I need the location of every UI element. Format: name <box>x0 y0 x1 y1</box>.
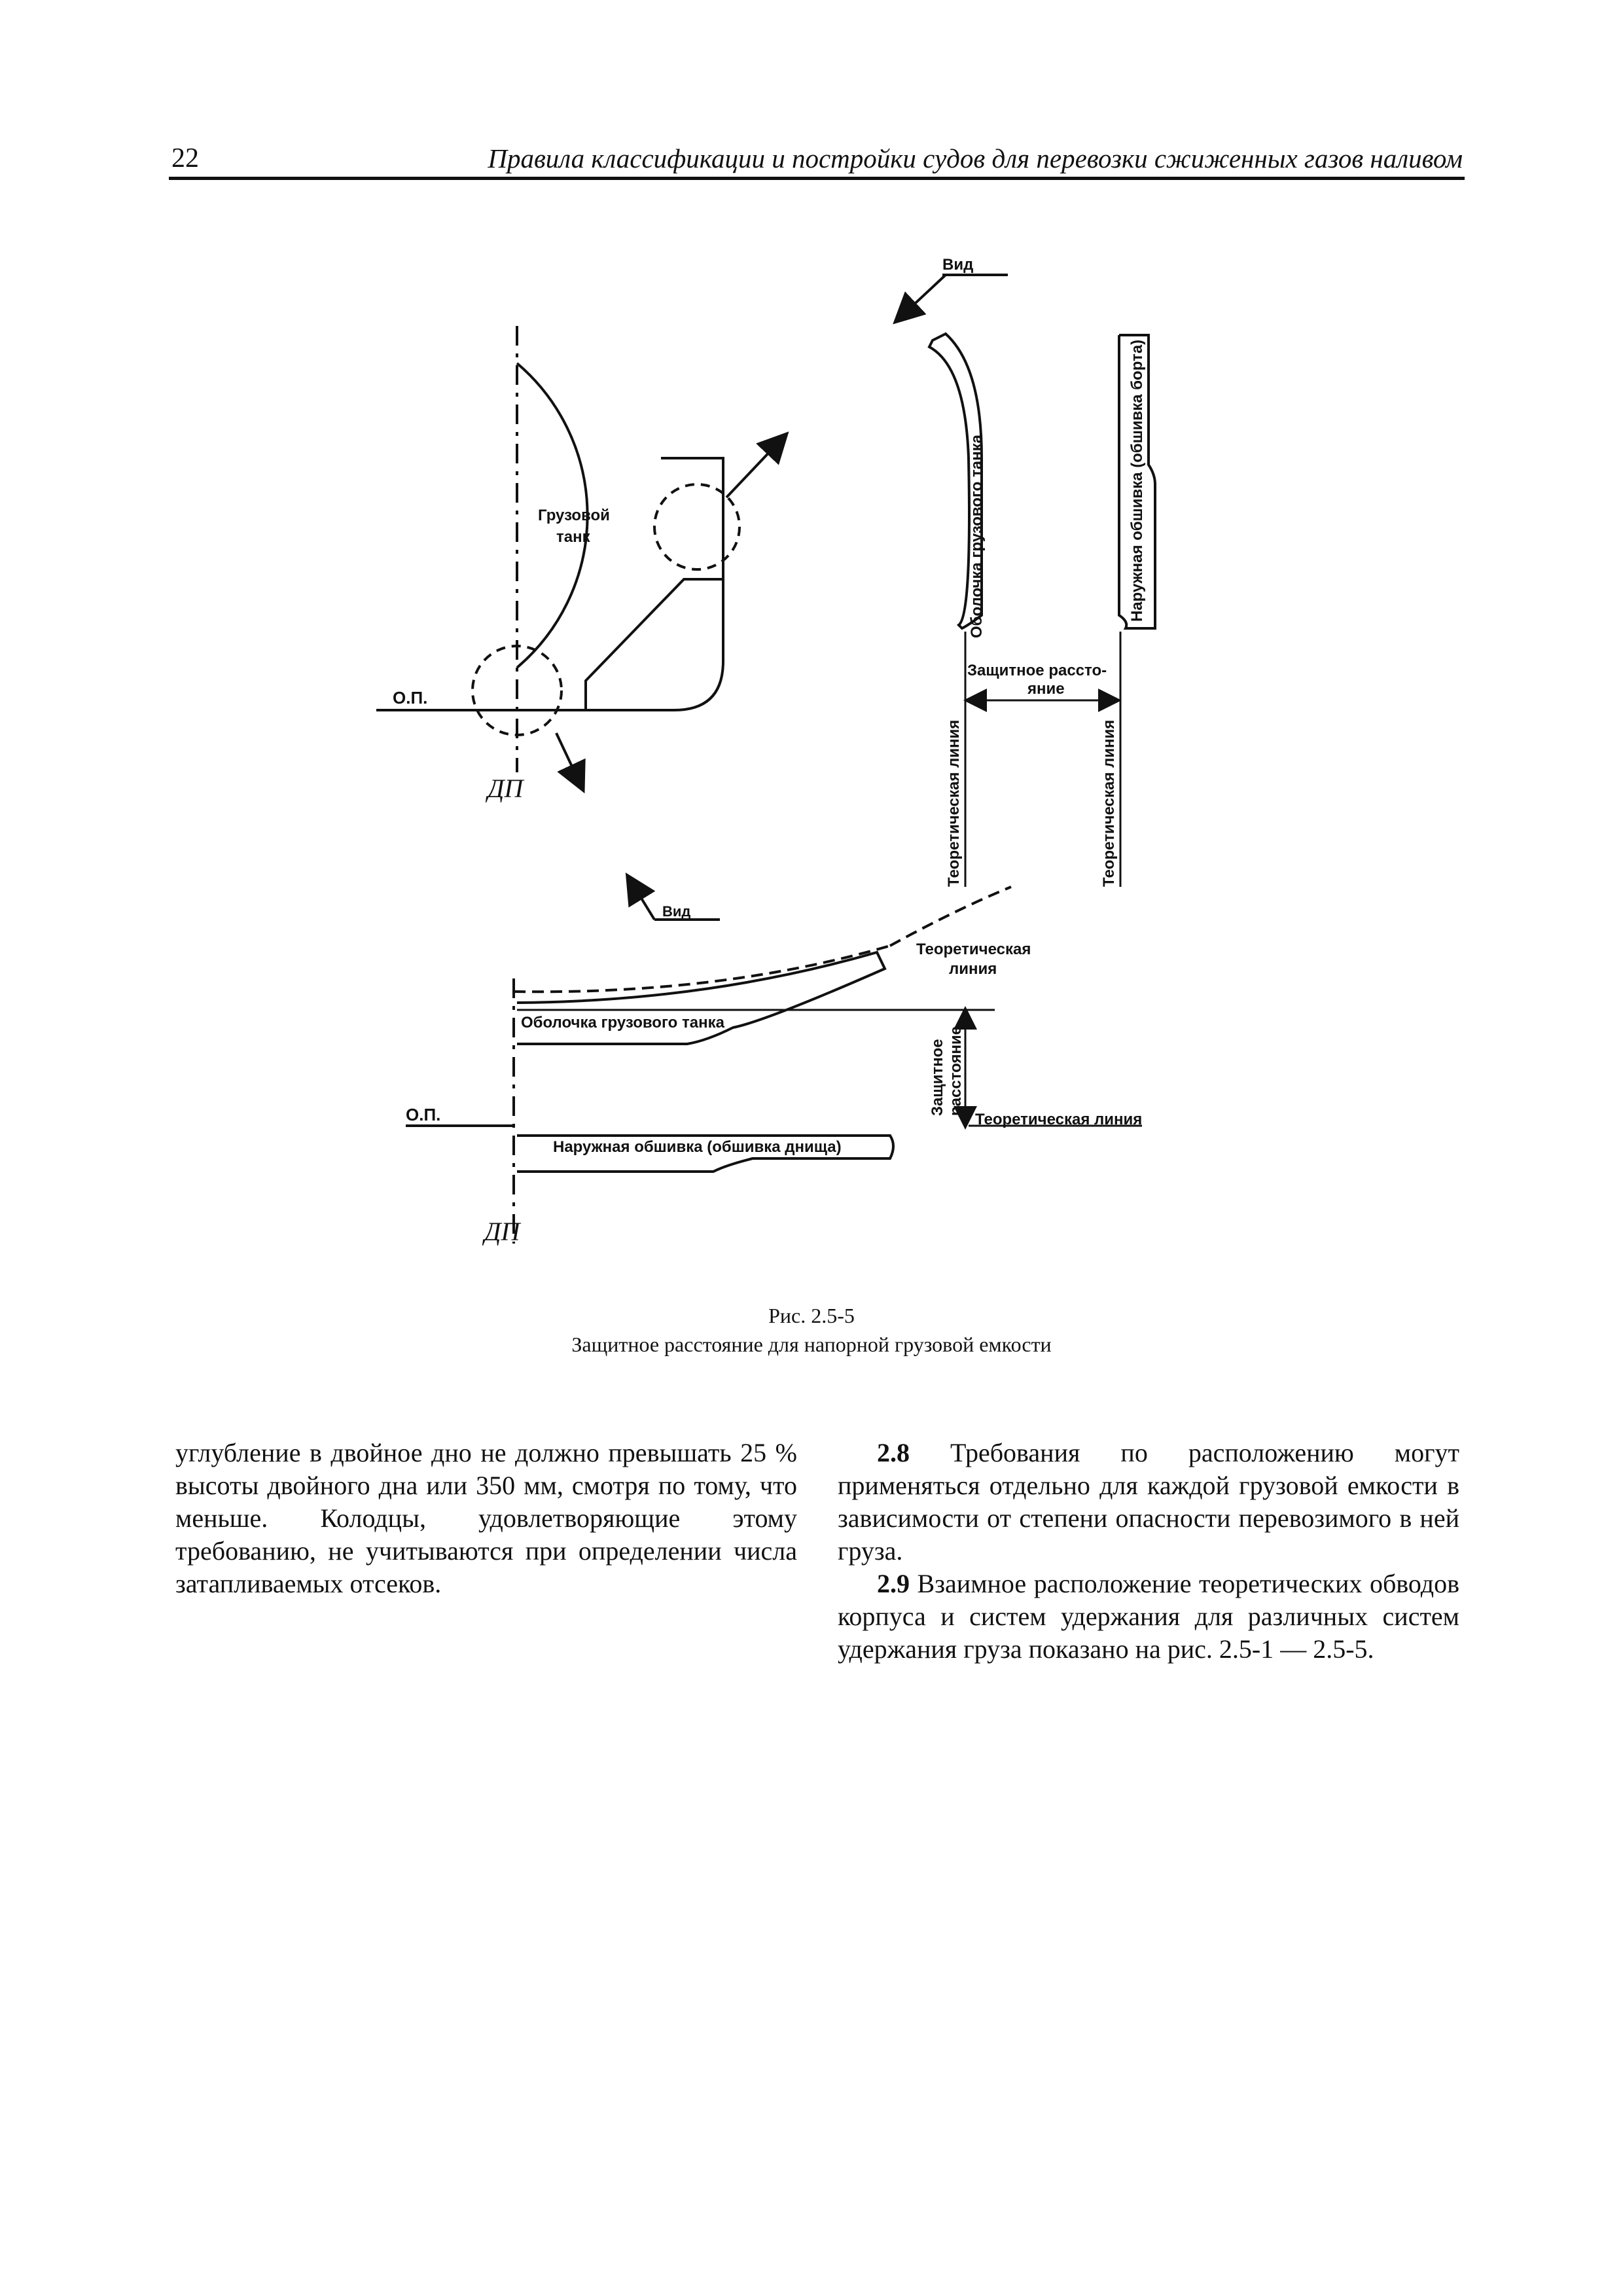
vid-arrow-top <box>897 275 946 321</box>
left-paragraph: углубление в двойное дно не должно превышать 25 % высоты двойного дна или 350 мм, смотря по тому, что меньше. Колодцы, удовлетворяющие этому требованию, не учитываются при определении числа затапливаемых отсеков. <box>175 1438 797 1598</box>
vid-arrow-bottom <box>628 877 654 920</box>
view-arrow-bottom <box>556 733 582 789</box>
label-theoretical-line-h: Теоретическая линия <box>975 1111 1143 1128</box>
label-cargo-tank-2: танк <box>556 528 590 546</box>
label-protective-distance-2: яние <box>1027 680 1065 698</box>
label-cargo-tank: Грузовой <box>538 507 610 524</box>
figure-caption: Защитное расстояние для напорной грузовой емкости <box>571 1333 1052 1356</box>
label-view-bottom: Вид <box>662 903 691 920</box>
label-centerline-1: ДП <box>488 774 524 803</box>
label-theoretical-line-v2: Теоретическая линия <box>1100 719 1118 887</box>
label-theoretical-line-v1: Теоретическая линия <box>945 719 963 887</box>
label-protective-vert-1: Защитное <box>929 1039 946 1116</box>
label-baseline-1: О.П. <box>393 688 428 708</box>
label-tank-shell-vertical: Оболочка грузового танка <box>968 435 986 638</box>
left-column <box>175 1437 797 1600</box>
running-title: Правила классификации и постройки судов для перевозки сжиженных газов наливом <box>488 143 1463 173</box>
paragraph-2-8-text: Требования по расположению могут применяться отдельно для каждой грузовой емкости в зависимости от степени опасности перевозимого в ней груза. <box>838 1438 1459 1566</box>
right-column <box>838 1437 1459 1666</box>
figure-number: Рис. 2.5-5 <box>768 1304 855 1327</box>
label-theoretical-line-c1: Теоретическая <box>916 941 1031 958</box>
double-hull-inner <box>586 458 723 710</box>
label-centerline-2: ДП <box>484 1217 520 1246</box>
theory-curve <box>514 946 890 992</box>
label-baseline-2: О.П. <box>406 1105 441 1124</box>
label-theoretical-line-c2: линия <box>949 960 997 978</box>
label-outer-plating-bottom: Наружная обшивка (обшивка днища) <box>553 1138 842 1156</box>
theory-curve-ext <box>890 887 1011 946</box>
paragraph-2-9-number: 2.9 <box>877 1569 910 1598</box>
paragraph-2-8 <box>838 1437 1459 1568</box>
label-protective-distance-1: Защитное рассто- <box>967 662 1107 679</box>
label-tank-shell-horizontal: Оболочка грузового танка <box>521 1014 724 1031</box>
paragraph-2-9 <box>838 1568 1459 1666</box>
label-view-top: Вид <box>942 256 974 274</box>
label-outer-plating-side: Наружная обшивка (обшивка борта) <box>1128 339 1146 622</box>
paragraph-2-8-number: 2.8 <box>877 1438 910 1467</box>
label-protective-vert-2: расстояние <box>947 1026 965 1116</box>
page-number: 22 <box>171 143 199 173</box>
paragraph-2-9-text: Взаимное расположение теоретических обводов корпуса и систем удержания для различных систем удержания груза показано на рис. 2.5-1 — 2.5-5. <box>838 1569 1459 1664</box>
view-arrow-side <box>726 435 785 497</box>
